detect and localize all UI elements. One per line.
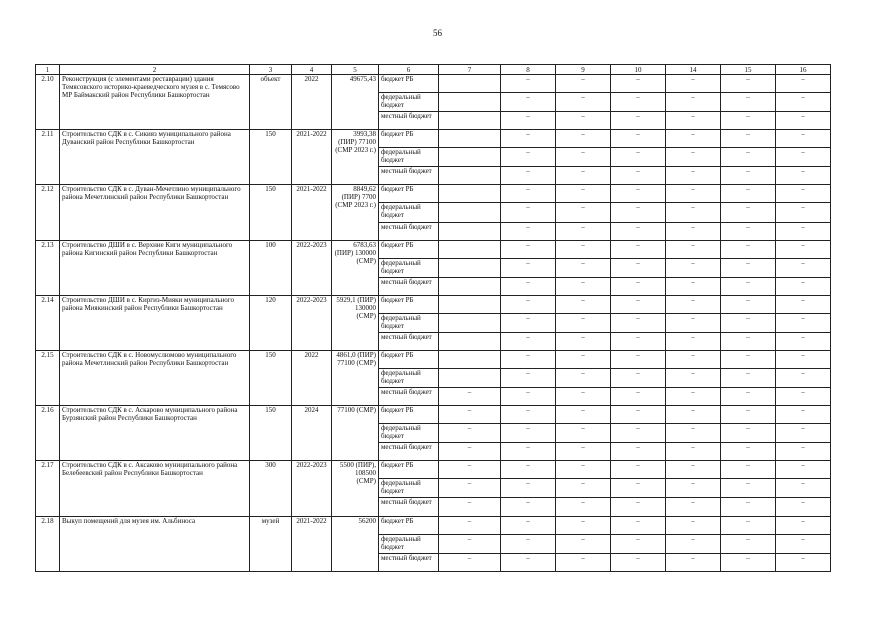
- funding-value: –: [721, 388, 776, 406]
- column-header: 2: [60, 65, 250, 75]
- column-header: 7: [439, 65, 501, 75]
- project-name: Строительство СДК в с. Новомуслюмово муниципального района Мечетлинский район Республики Башкортостан: [60, 350, 250, 405]
- funding-source: бюджет РБ: [379, 516, 439, 534]
- funding-value: –: [501, 479, 556, 498]
- column-header: 5: [332, 65, 379, 75]
- funding-value: –: [556, 424, 611, 443]
- funding-value: –: [721, 240, 776, 258]
- funding-value: –: [776, 295, 831, 313]
- funding-source: федеральный бюджет: [379, 479, 439, 498]
- funding-value: –: [721, 406, 776, 424]
- funding-value: –: [556, 553, 611, 571]
- funding-value: –: [556, 332, 611, 350]
- estimated-cost: 4861,0 (ПИР) 77100 (СМР): [332, 350, 379, 405]
- funding-value: –: [666, 461, 721, 479]
- funding-value: –: [556, 130, 611, 148]
- funding-value: –: [501, 461, 556, 479]
- funding-value: –: [439, 479, 501, 498]
- funding-source: бюджет РБ: [379, 130, 439, 148]
- column-header: 10: [611, 65, 666, 75]
- capacity: 150: [250, 350, 292, 405]
- funding-value: –: [556, 369, 611, 388]
- funding-value: –: [501, 350, 556, 368]
- funding-value: –: [611, 443, 666, 461]
- funding-value: –: [666, 295, 721, 313]
- funding-value: –: [776, 369, 831, 388]
- implementation-years: 2022: [292, 350, 332, 405]
- funding-source: федеральный бюджет: [379, 203, 439, 222]
- column-number-row: [36, 65, 831, 75]
- column-header: 3: [250, 65, 292, 75]
- funding-value: [439, 148, 501, 167]
- funding-value: –: [501, 388, 556, 406]
- capacity: музей: [250, 516, 292, 572]
- funding-source: федеральный бюджет: [379, 534, 439, 553]
- funding-source: местный бюджет: [379, 388, 439, 406]
- funding-source: бюджет РБ: [379, 406, 439, 424]
- funding-value: –: [776, 424, 831, 443]
- funding-value: –: [721, 112, 776, 130]
- capacity: 300: [250, 461, 292, 516]
- funding-value: –: [556, 75, 611, 93]
- funding-value: –: [666, 203, 721, 222]
- project-name: Строительство ДШИ в с. Киргиз-Мияки муниципального района Миякинский район Республики Башкортостан: [60, 295, 250, 350]
- funding-value: –: [611, 295, 666, 313]
- estimated-cost: 3993,38 (ПИР) 77100 (СМР 2023 г.): [332, 130, 379, 185]
- funding-value: –: [556, 498, 611, 516]
- row-number: 2.15: [36, 350, 60, 405]
- funding-value: –: [776, 203, 831, 222]
- funding-source: федеральный бюджет: [379, 258, 439, 277]
- funding-source: федеральный бюджет: [379, 93, 439, 112]
- table-row: [36, 516, 831, 534]
- funding-value: –: [611, 424, 666, 443]
- funding-value: –: [611, 498, 666, 516]
- funding-value: –: [666, 534, 721, 553]
- funding-value: –: [611, 240, 666, 258]
- funding-value: –: [439, 388, 501, 406]
- row-number: 2.11: [36, 130, 60, 185]
- funding-value: –: [721, 369, 776, 388]
- project-name: Строительство СДК в с. Сикияз муниципального района Дуванский район Республики Башкортостан: [60, 130, 250, 185]
- funding-value: –: [501, 112, 556, 130]
- funding-value: –: [776, 350, 831, 368]
- funding-value: –: [666, 498, 721, 516]
- capacity: 100: [250, 240, 292, 295]
- funding-value: –: [666, 167, 721, 185]
- funding-value: –: [556, 277, 611, 295]
- funding-source: местный бюджет: [379, 222, 439, 240]
- implementation-years: 2024: [292, 406, 332, 461]
- capacity: 150: [250, 130, 292, 185]
- funding-value: –: [721, 479, 776, 498]
- funding-value: –: [439, 498, 501, 516]
- funding-value: –: [611, 461, 666, 479]
- column-header: 9: [556, 65, 611, 75]
- funding-value: –: [666, 424, 721, 443]
- funding-source: местный бюджет: [379, 332, 439, 350]
- funding-value: –: [611, 388, 666, 406]
- funding-value: –: [721, 313, 776, 332]
- funding-value: –: [611, 332, 666, 350]
- funding-source: местный бюджет: [379, 553, 439, 571]
- funding-value: –: [501, 516, 556, 534]
- funding-value: –: [666, 313, 721, 332]
- funding-value: –: [501, 258, 556, 277]
- funding-value: –: [666, 388, 721, 406]
- funding-value: –: [776, 332, 831, 350]
- funding-value: –: [721, 93, 776, 112]
- funding-value: –: [611, 203, 666, 222]
- funding-value: –: [721, 75, 776, 93]
- funding-value: –: [776, 167, 831, 185]
- project-name: Строительство СДК в с. Аскарово муниципального района Бурзянский район Республики Башкортостан: [60, 406, 250, 461]
- funding-source: федеральный бюджет: [379, 148, 439, 167]
- funding-value: [439, 295, 501, 313]
- funding-value: –: [556, 112, 611, 130]
- funding-value: –: [776, 75, 831, 93]
- funding-source: бюджет РБ: [379, 75, 439, 93]
- funding-value: –: [556, 388, 611, 406]
- project-name: Строительство ДШИ в с. Верхние Киги муниципального района Кигинский район Республики Башкортостан: [60, 240, 250, 295]
- implementation-years: 2021-2022: [292, 185, 332, 240]
- funding-source: местный бюджет: [379, 498, 439, 516]
- funding-value: [439, 258, 501, 277]
- row-number: 2.13: [36, 240, 60, 295]
- funding-value: –: [501, 424, 556, 443]
- funding-value: –: [556, 313, 611, 332]
- funding-value: –: [776, 479, 831, 498]
- funding-value: –: [501, 130, 556, 148]
- table-row: [36, 75, 831, 93]
- funding-value: –: [611, 222, 666, 240]
- funding-source: местный бюджет: [379, 112, 439, 130]
- funding-value: [439, 75, 501, 93]
- row-number: 2.17: [36, 461, 60, 516]
- funding-value: –: [776, 388, 831, 406]
- funding-value: [439, 93, 501, 112]
- funding-value: –: [611, 534, 666, 553]
- table-row: [36, 350, 831, 368]
- funding-value: [439, 240, 501, 258]
- project-name: Строительство СДК в с. Дуван-Мечетлино муниципального района Мечетлинский район Республики Башкортостан: [60, 185, 250, 240]
- funding-value: –: [666, 240, 721, 258]
- funding-value: –: [439, 534, 501, 553]
- funding-value: –: [556, 461, 611, 479]
- funding-value: –: [501, 369, 556, 388]
- funding-value: –: [556, 222, 611, 240]
- funding-source: федеральный бюджет: [379, 369, 439, 388]
- project-name: Строительство СДК в с. Аксаково муниципального района Белебеевский район Республики Башкортостан: [60, 461, 250, 516]
- funding-value: –: [501, 240, 556, 258]
- estimated-cost: 8849,62 (ПИР) 7700 (СМР 2023 г.): [332, 185, 379, 240]
- funding-value: –: [501, 185, 556, 203]
- funding-value: –: [776, 222, 831, 240]
- funding-value: –: [776, 461, 831, 479]
- funding-value: [439, 277, 501, 295]
- funding-value: –: [611, 313, 666, 332]
- funding-value: –: [611, 258, 666, 277]
- funding-source: федеральный бюджет: [379, 424, 439, 443]
- funding-value: –: [721, 203, 776, 222]
- capacity: 150: [250, 185, 292, 240]
- table-row: [36, 240, 831, 258]
- funding-value: –: [611, 75, 666, 93]
- funding-value: –: [776, 130, 831, 148]
- funding-value: –: [776, 277, 831, 295]
- funding-value: –: [776, 240, 831, 258]
- funding-value: –: [776, 93, 831, 112]
- funding-value: –: [721, 332, 776, 350]
- funding-value: –: [556, 240, 611, 258]
- estimated-cost: 5500 (ПИР), 108500 (СМР): [332, 461, 379, 516]
- funding-value: [439, 167, 501, 185]
- funding-value: –: [439, 443, 501, 461]
- funding-value: –: [666, 443, 721, 461]
- funding-value: [439, 203, 501, 222]
- funding-value: –: [439, 516, 501, 534]
- funding-value: [439, 369, 501, 388]
- funding-value: –: [721, 222, 776, 240]
- funding-value: –: [666, 112, 721, 130]
- funding-value: –: [666, 258, 721, 277]
- funding-value: –: [776, 516, 831, 534]
- implementation-years: 2021-2022: [292, 516, 332, 572]
- funding-value: –: [611, 93, 666, 112]
- funding-source: местный бюджет: [379, 167, 439, 185]
- funding-source: местный бюджет: [379, 277, 439, 295]
- funding-value: –: [611, 277, 666, 295]
- funding-value: [439, 185, 501, 203]
- funding-value: –: [611, 553, 666, 571]
- funding-value: –: [501, 443, 556, 461]
- funding-source: бюджет РБ: [379, 461, 439, 479]
- funding-value: –: [556, 93, 611, 112]
- funding-value: –: [776, 498, 831, 516]
- funding-value: –: [666, 222, 721, 240]
- funding-value: –: [721, 498, 776, 516]
- funding-value: –: [439, 424, 501, 443]
- funding-value: –: [776, 443, 831, 461]
- funding-value: –: [501, 203, 556, 222]
- funding-value: –: [776, 534, 831, 553]
- funding-value: –: [666, 350, 721, 368]
- funding-value: –: [501, 222, 556, 240]
- funding-value: [439, 350, 501, 368]
- funding-value: –: [666, 479, 721, 498]
- funding-value: –: [721, 295, 776, 313]
- estimated-cost: 56200: [332, 516, 379, 572]
- funding-value: –: [666, 93, 721, 112]
- funding-value: [439, 222, 501, 240]
- funding-value: –: [556, 443, 611, 461]
- funding-value: –: [611, 406, 666, 424]
- funding-value: –: [721, 424, 776, 443]
- funding-value: –: [556, 350, 611, 368]
- funding-source: бюджет РБ: [379, 350, 439, 368]
- estimated-cost: 6783,63 (ПИР) 130000 (СМР): [332, 240, 379, 295]
- funding-value: –: [556, 516, 611, 534]
- funding-value: –: [611, 185, 666, 203]
- table-row: [36, 461, 831, 479]
- column-header: 15: [721, 65, 776, 75]
- funding-value: –: [721, 130, 776, 148]
- funding-value: –: [501, 332, 556, 350]
- funding-value: –: [501, 498, 556, 516]
- funding-value: [439, 130, 501, 148]
- funding-value: –: [556, 203, 611, 222]
- funding-value: [439, 332, 501, 350]
- capacity: объект: [250, 75, 292, 130]
- page-number: 56: [433, 28, 442, 38]
- funding-value: –: [666, 553, 721, 571]
- funding-value: –: [666, 369, 721, 388]
- funding-value: –: [776, 112, 831, 130]
- funding-value: –: [776, 313, 831, 332]
- funding-value: –: [611, 369, 666, 388]
- row-number: 2.18: [36, 516, 60, 572]
- funding-value: –: [501, 148, 556, 167]
- funding-value: –: [721, 516, 776, 534]
- row-number: 2.12: [36, 185, 60, 240]
- column-header: 4: [292, 65, 332, 75]
- funding-value: –: [776, 553, 831, 571]
- funding-value: –: [439, 406, 501, 424]
- funding-value: –: [556, 258, 611, 277]
- funding-value: –: [776, 185, 831, 203]
- funding-value: –: [666, 185, 721, 203]
- funding-value: –: [439, 461, 501, 479]
- implementation-years: 2021-2022: [292, 130, 332, 185]
- funding-value: –: [721, 167, 776, 185]
- funding-value: –: [501, 295, 556, 313]
- funding-value: –: [776, 406, 831, 424]
- funding-value: –: [501, 553, 556, 571]
- row-number: 2.10: [36, 75, 60, 130]
- column-header: 6: [379, 65, 439, 75]
- column-header: 8: [501, 65, 556, 75]
- column-header: 16: [776, 65, 831, 75]
- funding-value: –: [666, 277, 721, 295]
- funding-value: –: [721, 553, 776, 571]
- project-name: Выкуп помещений для музея им. Альбиноса: [60, 516, 250, 572]
- funding-value: –: [611, 148, 666, 167]
- funding-value: –: [666, 332, 721, 350]
- funding-value: –: [666, 406, 721, 424]
- funding-source: бюджет РБ: [379, 185, 439, 203]
- capacity: 120: [250, 295, 292, 350]
- column-header: 1: [36, 65, 60, 75]
- funding-value: –: [666, 516, 721, 534]
- funding-value: –: [556, 479, 611, 498]
- budget-table: [35, 64, 831, 572]
- implementation-years: 2022: [292, 75, 332, 130]
- funding-value: –: [556, 295, 611, 313]
- project-name: Реконструкция (с элементами реставрации) здания Темясовского историко-краеведческого музея в с. Темясово МР Баймакский район Республики Башкортостан: [60, 75, 250, 130]
- funding-source: местный бюджет: [379, 443, 439, 461]
- funding-value: –: [721, 534, 776, 553]
- funding-value: –: [721, 277, 776, 295]
- funding-source: бюджет РБ: [379, 240, 439, 258]
- funding-value: –: [721, 148, 776, 167]
- funding-value: –: [666, 148, 721, 167]
- funding-value: –: [501, 534, 556, 553]
- row-number: 2.16: [36, 406, 60, 461]
- funding-value: –: [721, 443, 776, 461]
- implementation-years: 2022-2023: [292, 240, 332, 295]
- capacity: 150: [250, 406, 292, 461]
- funding-value: [439, 112, 501, 130]
- table-row: [36, 130, 831, 148]
- funding-value: –: [721, 258, 776, 277]
- funding-value: –: [501, 313, 556, 332]
- funding-value: –: [501, 277, 556, 295]
- funding-source: федеральный бюджет: [379, 313, 439, 332]
- funding-value: –: [666, 75, 721, 93]
- implementation-years: 2022-2023: [292, 461, 332, 516]
- funding-value: –: [721, 461, 776, 479]
- funding-value: –: [721, 350, 776, 368]
- funding-value: –: [439, 553, 501, 571]
- funding-value: –: [556, 167, 611, 185]
- column-header: 14: [666, 65, 721, 75]
- funding-value: –: [611, 167, 666, 185]
- funding-value: –: [611, 112, 666, 130]
- row-number: 2.14: [36, 295, 60, 350]
- estimated-cost: 5929,1 (ПИР) 130000 (СМР): [332, 295, 379, 350]
- funding-value: –: [611, 130, 666, 148]
- funding-value: –: [776, 258, 831, 277]
- funding-value: –: [501, 406, 556, 424]
- table-row: [36, 295, 831, 313]
- funding-value: –: [611, 350, 666, 368]
- estimated-cost: 77100 (СМР): [332, 406, 379, 461]
- funding-value: –: [611, 516, 666, 534]
- funding-value: –: [721, 185, 776, 203]
- funding-source: бюджет РБ: [379, 295, 439, 313]
- funding-value: –: [666, 130, 721, 148]
- table-row: [36, 185, 831, 203]
- funding-value: –: [556, 185, 611, 203]
- funding-value: –: [501, 75, 556, 93]
- funding-value: –: [556, 406, 611, 424]
- funding-value: –: [501, 167, 556, 185]
- funding-value: [439, 313, 501, 332]
- funding-value: –: [501, 93, 556, 112]
- funding-value: –: [556, 148, 611, 167]
- estimated-cost: 49675,43: [332, 75, 379, 130]
- funding-value: –: [776, 148, 831, 167]
- implementation-years: 2022-2023: [292, 295, 332, 350]
- funding-value: –: [611, 479, 666, 498]
- funding-value: –: [556, 534, 611, 553]
- table-row: [36, 406, 831, 424]
